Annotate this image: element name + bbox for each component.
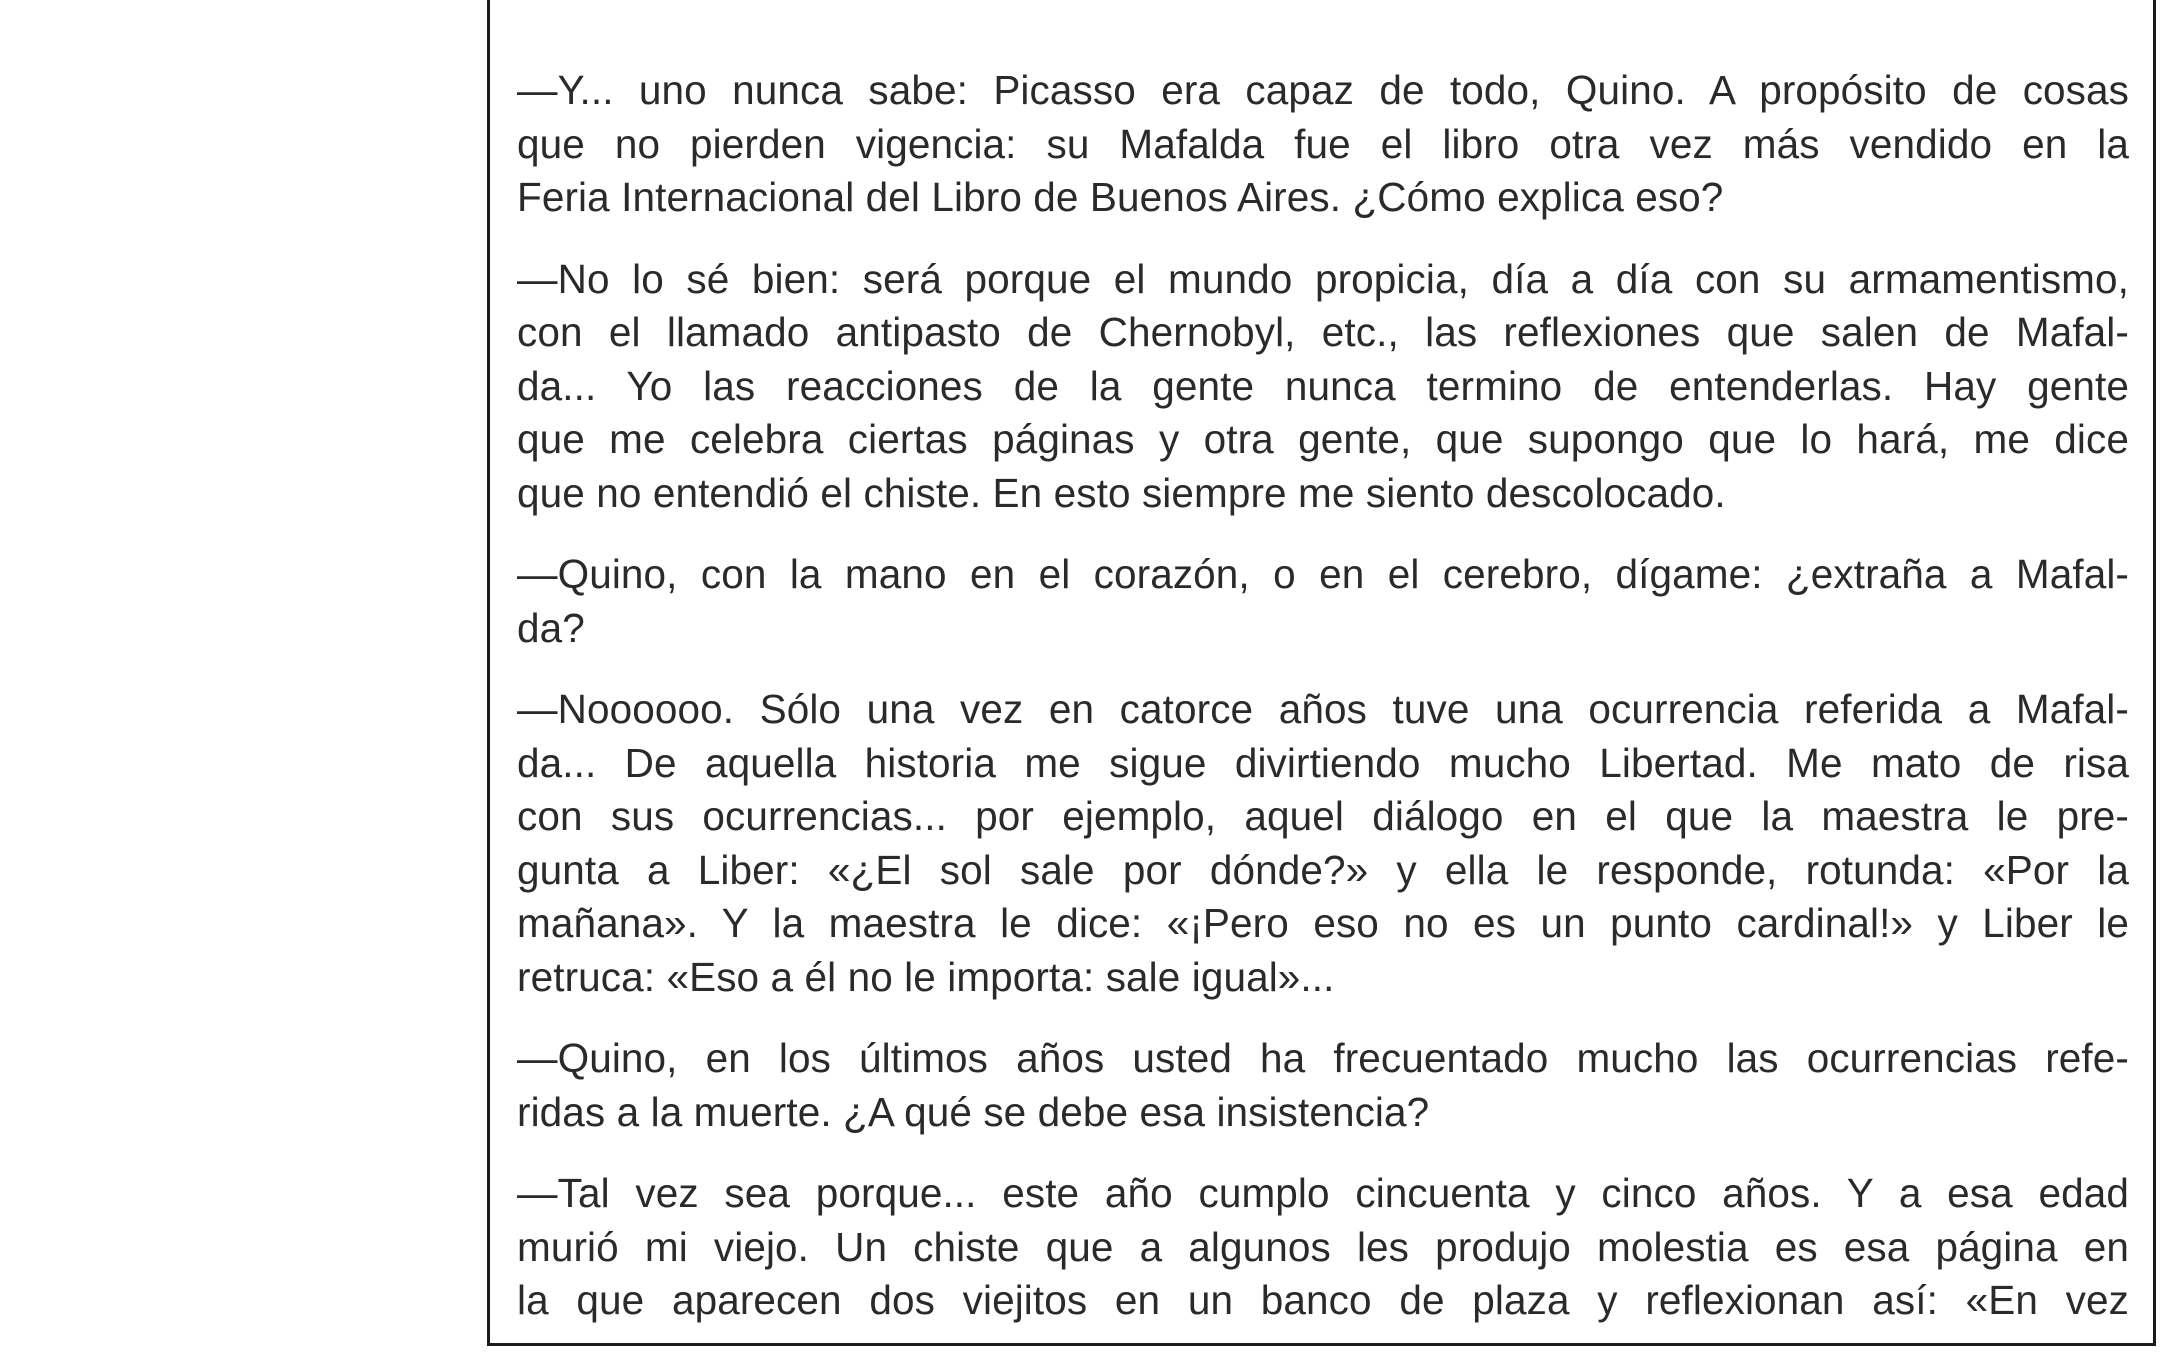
paragraph-5	[517, 1032, 2129, 1139]
paragraph-3	[517, 548, 2129, 655]
text-line: —Quino, con la mano en el corazón, o en el cerebro, dígame: ¿extraña a Mafal-	[517, 551, 2129, 597]
text-line: da... De aquella historia me sigue divirtiendo mucho Libertad. Me mato de risa	[517, 739, 2129, 786]
text-line: da... Yo las reacciones de la gente nunca termino de entenderlas. Hay gente	[517, 362, 2129, 409]
text-line: murió mi viejo. Un chiste que a algunos les produjo molestia es esa página en	[517, 1223, 2129, 1270]
interview-text	[517, 64, 2129, 1356]
text-line: ridas a la muerte. ¿A qué se debe esa insistencia?	[517, 1088, 1430, 1135]
text-line: mañana». Y la maestra le dice: «¡Pero eso no es un punto cardinal!» y Liber le	[517, 900, 2129, 946]
text-line: con el llamado antipasto de Chernobyl, etc., las reflexiones que salen de Mafal-	[517, 309, 2129, 355]
text-line: —Quino, en los últimos años usted ha frecuentado mucho las ocurrencias refe-	[517, 1035, 2129, 1081]
text-line: —Tal vez sea porque... este año cumplo cincuenta y cinco años. Y a esa edad	[517, 1170, 2129, 1216]
paragraph-4	[517, 683, 2129, 1004]
text-line: da?	[517, 604, 585, 651]
paragraph-2	[517, 253, 2129, 521]
text-line: la que aparecen dos viejitos en un banco de plaza y reflexionan así: «En vez	[517, 1277, 2129, 1323]
text-line: que no pierden vigencia: su Mafalda fue el libro otra vez más vendido en la	[517, 120, 2129, 167]
paragraph-6	[517, 1167, 2129, 1328]
text-line: Feria Internacional del Libro de Buenos Aires. ¿Cómo explica eso?	[517, 174, 1724, 220]
text-line: —Y... uno nunca sabe: Picasso era capaz de todo, Quino. A propósito de cosas	[517, 67, 2129, 113]
text-line: retruca: «Eso a él no le importa: sale igual»...	[517, 953, 1335, 1000]
text-line: que me celebra ciertas páginas y otra gente, que supongo que lo hará, me dice	[517, 416, 2129, 462]
text-line: —Noooooo. Sólo una vez en catorce años tuve una ocurrencia referida a Mafal-	[517, 686, 2129, 732]
text-line: con sus ocurrencias... por ejemplo, aquel diálogo en el que la maestra le pre-	[517, 793, 2129, 839]
text-line: que no entendió el chiste. En esto siempre me siento descolocado.	[517, 469, 1726, 516]
page-frame	[487, 0, 2156, 1346]
text-line: gunta a Liber: «¿El sol sale por dónde?» y ella le responde, rotunda: «Por la	[517, 846, 2129, 893]
text-line: —No lo sé bien: será porque el mundo propicia, día a día con su armamentismo,	[517, 255, 2129, 302]
paragraph-1	[517, 64, 2129, 225]
